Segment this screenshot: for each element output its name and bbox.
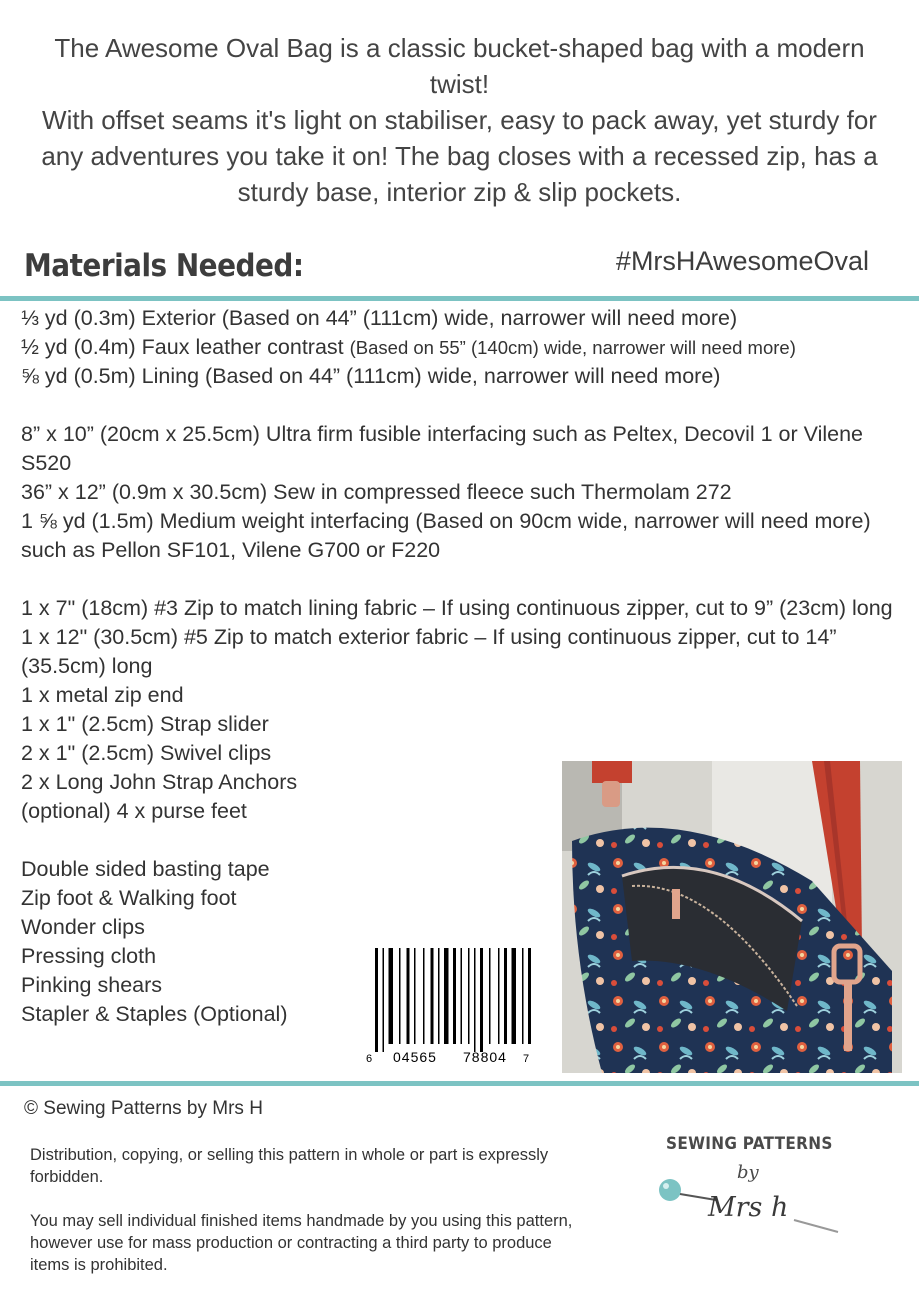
logo-line-2: by bbox=[737, 1162, 759, 1183]
barcode bbox=[363, 948, 535, 1068]
barcode-bar bbox=[375, 948, 378, 1052]
barcode-right-group: 78804 bbox=[463, 1049, 507, 1065]
barcode-last-digit: 7 bbox=[523, 1053, 530, 1065]
top-divider bbox=[0, 296, 919, 301]
barcode-bar bbox=[468, 948, 470, 1044]
tool-item: Stapler & Staples (Optional) bbox=[21, 1002, 288, 1026]
interfacing-item: 1 ⅝ yd (1.5m) Medium weight interfacing (Based on 90cm wide, narrower will need more) such as Pellon SF101, Vilene G700 or F220 bbox=[21, 509, 871, 562]
bottom-divider bbox=[0, 1081, 919, 1086]
bag-photo bbox=[562, 761, 902, 1073]
barcode-bar bbox=[453, 948, 456, 1044]
tool-item: Wonder clips bbox=[21, 915, 145, 939]
barcode-bar bbox=[498, 948, 500, 1044]
tool-item: Zip foot & Walking foot bbox=[21, 886, 237, 910]
barcode-left-group: 04565 bbox=[393, 1049, 437, 1065]
barcode-bar bbox=[480, 948, 483, 1052]
hardware-item: 1 x 7" (18cm) #3 Zip to match lining fabric – If using continuous zipper, cut to 9” (23cm) long bbox=[21, 596, 893, 620]
brand-logo bbox=[640, 1130, 870, 1240]
barcode-bar bbox=[504, 948, 507, 1044]
barcode-bar bbox=[399, 948, 401, 1044]
hardware-item: 1 x 12" (30.5cm) #5 Zip to match exterior fabric – If using continuous zipper, cut to 14” (35.5cm) long bbox=[21, 625, 837, 678]
barcode-bar bbox=[489, 948, 491, 1044]
barcode-bar bbox=[389, 948, 394, 1044]
materials-heading: Materials Needed: bbox=[24, 248, 304, 284]
barcode-first-digit: 6 bbox=[366, 1053, 373, 1065]
tool-item: Pressing cloth bbox=[21, 944, 157, 968]
hardware-item: 1 x 1" (2.5cm) Strap slider bbox=[21, 712, 269, 736]
fabric-item: ½ yd (0.4m) Faux leather contrast (Based on 55” (140cm) wide, narrower will need more) bbox=[21, 335, 796, 359]
barcode-bar bbox=[474, 948, 476, 1052]
hardware-item: 2 x Long John Strap Anchors bbox=[21, 770, 298, 794]
barcode-bar bbox=[461, 948, 463, 1044]
hardware-item: 1 x metal zip end bbox=[21, 683, 184, 707]
tool-item: Pinking shears bbox=[21, 973, 163, 997]
hardware-item: 2 x 1" (2.5cm) Swivel clips bbox=[21, 741, 272, 765]
logo-line-3: Mrs h bbox=[708, 1192, 789, 1223]
interfacing-item: 36” x 12” (0.9m x 30.5cm) Sew in compressed fleece such Thermolam 272 bbox=[21, 480, 732, 504]
intro-text bbox=[30, 30, 889, 210]
legal-distribution: Distribution, copying, or selling this pattern in whole or part is expressly forbidden. bbox=[30, 1146, 549, 1186]
intro-line-1: The Awesome Oval Bag is a classic bucket-shaped bag with a modern twist! bbox=[54, 33, 865, 99]
intro-line-2: With offset seams it's light on stabiliser, easy to pack away, yet sturdy for any adventures you take it on! The bag closes with a recessed zip, has a sturdy base, interior zip & slip pockets. bbox=[41, 105, 878, 207]
barcode-bar bbox=[438, 948, 440, 1044]
barcode-bar bbox=[414, 948, 416, 1044]
copyright: © Sewing Patterns by Mrs H bbox=[24, 1098, 263, 1119]
barcode-bar bbox=[522, 948, 524, 1044]
hardware-item: (optional) 4 x purse feet bbox=[21, 799, 247, 823]
barcode-bar bbox=[423, 948, 425, 1044]
fabric-item: ⅝ yd (0.5m) Lining (Based on 44” (111cm) wide, narrower will need more) bbox=[21, 364, 721, 388]
barcode-bar bbox=[512, 948, 517, 1044]
tool-item: Double sided basting tape bbox=[21, 857, 270, 881]
hashtag: #MrsHAwesomeOval bbox=[615, 246, 869, 276]
legal-selling: You may sell individual finished items handmade by you using this pattern, however use for mass production or contracting a third party to produce items is prohibited. bbox=[30, 1212, 573, 1274]
barcode-bar bbox=[407, 948, 410, 1044]
logo-line-1: SEWING PATTERNS bbox=[666, 1134, 833, 1154]
fabric-item: ⅓ yd (0.3m) Exterior (Based on 44” (111cm) wide, narrower will need more) bbox=[21, 306, 738, 330]
barcode-bar bbox=[444, 948, 449, 1044]
interfacing-item: 8” x 10” (20cm x 25.5cm) Ultra firm fusible interfacing such as Peltex, Decovil 1 or Vilene S520 bbox=[21, 422, 864, 475]
barcode-bar bbox=[528, 948, 531, 1044]
barcode-bar bbox=[431, 948, 434, 1044]
barcode-bar bbox=[383, 948, 385, 1052]
